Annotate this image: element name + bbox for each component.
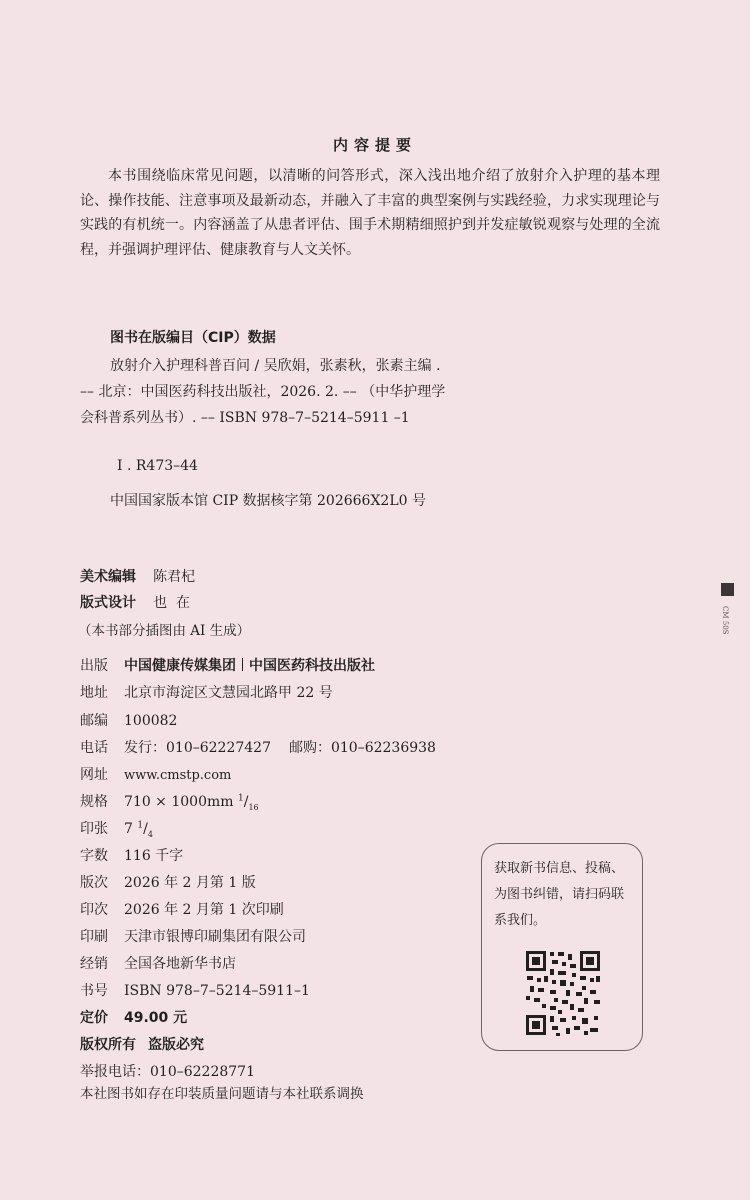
printing-row bbox=[80, 899, 284, 919]
edition-label: 版次 bbox=[80, 875, 108, 891]
layout-design-name: 也 在 bbox=[153, 595, 190, 611]
qr-caption: 获取新书信息、投稿、为图书纠错，请扫码联系我们。 bbox=[494, 861, 625, 928]
publisher-group: 中国健康传媒集团 bbox=[124, 658, 236, 674]
website-value: www.cmstp.com bbox=[124, 768, 232, 783]
address-row bbox=[80, 682, 333, 702]
format-label: 规格 bbox=[80, 794, 108, 810]
layout-design-label: 版式设计 bbox=[80, 595, 136, 611]
cip-heading: 图书在版编目（CIP）数据 bbox=[110, 330, 276, 346]
qr-code[interactable] bbox=[524, 949, 602, 1037]
print-registration-mark bbox=[721, 583, 734, 596]
distributor-row bbox=[80, 953, 236, 973]
rights-label: 版权所有 bbox=[80, 1037, 136, 1053]
phone-row bbox=[80, 737, 436, 757]
art-editor-name: 陈君杞 bbox=[153, 569, 196, 585]
publisher-house: 中国医药科技出版社 bbox=[249, 658, 375, 674]
price-row bbox=[80, 1007, 187, 1027]
distributor-label: 经销 bbox=[80, 956, 108, 972]
cip-classification: Ⅰ . R473–44 bbox=[117, 458, 198, 474]
piracy-notice: 盗版必究 bbox=[148, 1037, 204, 1053]
printing-label: 印次 bbox=[80, 902, 108, 918]
price-label: 定价 bbox=[80, 1010, 108, 1026]
side-print-code: CM 50S bbox=[721, 606, 729, 635]
art-editor-row bbox=[80, 566, 195, 586]
quality-notice: 本社图书如存在印装质量问题请与本社联系调换 bbox=[80, 1086, 364, 1102]
edition-value: 2026 年 2 月第 1 版 bbox=[124, 875, 256, 891]
distributor-value: 全国各地新华书店 bbox=[124, 956, 236, 972]
word-count-label: 字数 bbox=[80, 848, 108, 864]
printer-label: 印刷 bbox=[80, 929, 108, 945]
sheets-label: 印张 bbox=[80, 821, 108, 837]
postcode-label: 邮编 bbox=[80, 713, 108, 729]
website-label: 网址 bbox=[80, 767, 108, 783]
word-count-value: 116 千字 bbox=[124, 848, 184, 864]
website-row bbox=[80, 764, 231, 784]
postcode-row bbox=[80, 710, 177, 730]
report-phone-row bbox=[80, 1061, 255, 1081]
art-editor-label: 美术编辑 bbox=[80, 569, 136, 585]
printer-row bbox=[80, 926, 306, 946]
report-phone: 举报电话：010–62228771 bbox=[80, 1064, 255, 1080]
phone-sales: 发行：010–62227427 bbox=[124, 740, 271, 756]
separator-line bbox=[242, 658, 243, 671]
isbn-row bbox=[80, 980, 310, 1000]
publisher-row bbox=[80, 655, 375, 675]
printing-value: 2026 年 2 月第 1 次印刷 bbox=[124, 902, 284, 918]
rights-row bbox=[80, 1034, 204, 1054]
isbn-value: ISBN 978–7–5214–5911–1 bbox=[124, 983, 310, 999]
postcode-value: 100082 bbox=[124, 713, 178, 729]
intro-title: 内容提要 bbox=[332, 136, 417, 154]
format-row: 规格 710 × 1000mm $^1/_{16}$ bbox=[80, 791, 259, 812]
sheets-fraction-denominator: 4 bbox=[147, 829, 153, 839]
format-value: 710 × 1000mm bbox=[124, 794, 234, 810]
word-count-row bbox=[80, 845, 183, 865]
printer-value: 天津市银博印刷集团有限公司 bbox=[124, 929, 306, 945]
format-fraction-numerator: 1 bbox=[238, 793, 244, 804]
ai-illustration-note: （本书部分插图由 AI 生成） bbox=[78, 623, 251, 639]
sheets-fraction-numerator: 1 bbox=[137, 820, 144, 831]
address-value: 北京市海淀区文慧园北路甲 22 号 bbox=[124, 685, 333, 701]
publisher-label: 出版 bbox=[80, 658, 108, 674]
price-value: 49.00 元 bbox=[124, 1010, 188, 1026]
address-label: 地址 bbox=[80, 685, 108, 701]
format-fraction-denominator: 16 bbox=[248, 802, 259, 812]
phone-mail-order: 邮购：010–62236938 bbox=[288, 740, 436, 756]
side-print-mark bbox=[721, 583, 735, 634]
sheets-row: 印张 7 $^1/_4$ bbox=[80, 818, 153, 839]
phone-label: 电话 bbox=[80, 740, 108, 756]
isbn-label: 书号 bbox=[80, 983, 108, 999]
intro-text: 本书围绕临床常见问题，以清晰的问答形式，深入浅出地介绍了放射介入护理的基本理论、操作技能、注意事项及最新动态，并融入了丰富的典型案例与实践经验，力求实现理论与实践的有机统一。内容涵盖了从患者评估、围手术期精细照护到并发症敏锐观察与处理的全流程，并强调护理评估、健康教育与人文关怀。 bbox=[80, 168, 660, 258]
layout-design-row bbox=[80, 592, 190, 612]
cip-check-number: 中国国家版本馆 CIP 数据核字第 202666X2L0 号 bbox=[110, 493, 426, 509]
edition-row bbox=[80, 872, 256, 892]
cip-record: 放射介入护理科普百问 / 吴欣娟，张素秋，张素主编 . –– 北京：中国医药科技出版社，2026. 2. –– （中华护理学会科普系列丛书）. –– ISBN 978–7–5214–5911 –1 bbox=[80, 358, 446, 426]
qr-contact-box bbox=[481, 843, 643, 1051]
sheets-value: 7 bbox=[124, 821, 133, 837]
